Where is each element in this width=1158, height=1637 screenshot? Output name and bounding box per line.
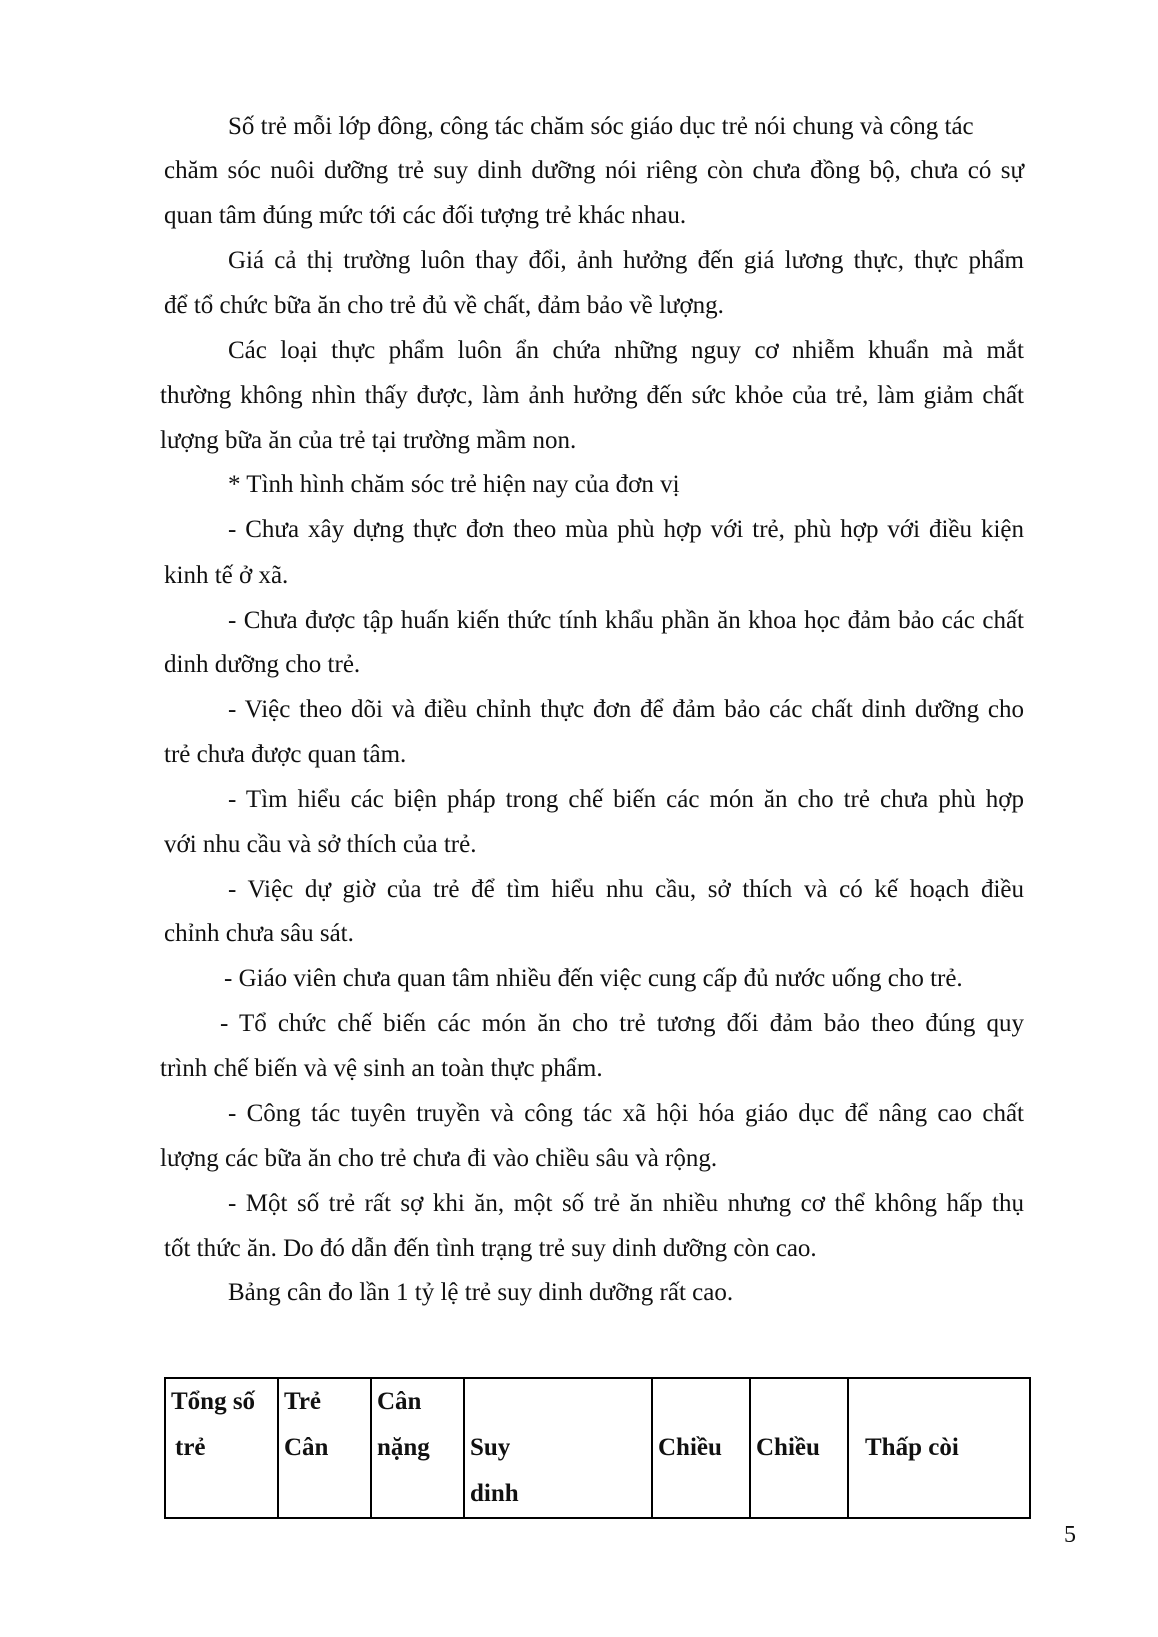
paragraph-line: Số trẻ mỗi lớp đông, công tác chăm sóc giáo dục trẻ nói chung và công tác bbox=[228, 113, 974, 140]
list-item-continuation: trẻ chưa được quan tâm. bbox=[164, 741, 407, 768]
list-item: - Việc theo dõi và điều chỉnh thực đơn để đảm bảo các chất dinh dưỡng cho bbox=[228, 696, 1024, 723]
table-caption: Bảng cân đo lần 1 tỷ lệ trẻ suy dinh dưỡng rất cao. bbox=[228, 1279, 734, 1306]
paragraph-line: quan tâm đúng mức tới các đối tượng trẻ khác nhau. bbox=[164, 202, 687, 229]
paragraph-line: Giá cả thị trường luôn thay đổi, ảnh hưởng đến giá lương thực, thực phẩm bbox=[228, 247, 1024, 274]
header-cell-weight: Cân nặng bbox=[371, 1378, 464, 1518]
header-cell-stunting: Thấp còi bbox=[848, 1378, 1030, 1518]
list-item: - Giáo viên chưa quan tâm nhiều đến việc cung cấp đủ nước uống cho trẻ. bbox=[224, 965, 963, 992]
header-cell-malnutrition: Suy dinh bbox=[464, 1378, 652, 1518]
list-item-continuation: lượng các bữa ăn cho trẻ chưa đi vào chiều sâu và rộng. bbox=[160, 1145, 718, 1172]
section-heading: * Tình hình chăm sóc trẻ hiện nay của đơn vị bbox=[228, 471, 680, 498]
table-header-row bbox=[165, 1378, 1030, 1518]
measurement-table bbox=[164, 1377, 1031, 1519]
list-item-continuation: chỉnh chưa sâu sát. bbox=[164, 920, 354, 947]
paragraph-line: để tổ chức bữa ăn cho trẻ đủ về chất, đảm bảo về lượng. bbox=[164, 292, 724, 319]
list-item-continuation: tốt thức ăn. Do đó dẫn đến tình trạng trẻ suy dinh dưỡng còn cao. bbox=[164, 1235, 817, 1262]
list-item: - Chưa xây dựng thực đơn theo mùa phù hợp với trẻ, phù hợp với điều kiện bbox=[228, 516, 1024, 543]
list-item: - Tổ chức chế biến các món ăn cho trẻ tương đối đảm bảo theo đúng quy bbox=[220, 1010, 1024, 1037]
paragraph-line: lượng bữa ăn của trẻ tại trường mầm non. bbox=[160, 427, 577, 454]
header-cell-total-children: Tổng số trẻ bbox=[165, 1378, 278, 1518]
list-item-continuation: kinh tế ở xã. bbox=[164, 562, 289, 589]
list-item-continuation: trình chế biến và vệ sinh an toàn thực phẩm. bbox=[160, 1055, 603, 1082]
list-item-continuation: với nhu cầu và sở thích của trẻ. bbox=[164, 831, 477, 858]
paragraph-line: chăm sóc nuôi dưỡng trẻ suy dinh dưỡng nói riêng còn chưa đồng bộ, chưa có sự bbox=[164, 157, 1024, 184]
list-item-continuation: dinh dưỡng cho trẻ. bbox=[164, 651, 361, 678]
list-item: - Công tác tuyên truyền và công tác xã hội hóa giáo dục để nâng cao chất bbox=[228, 1100, 1024, 1127]
list-item: - Tìm hiểu các biện pháp trong chế biến các món ăn cho trẻ chưa phù hợp bbox=[228, 786, 1024, 813]
list-item: - Một số trẻ rất sợ khi ăn, một số trẻ ăn nhiều nhưng cơ thể không hấp thụ bbox=[228, 1190, 1024, 1217]
list-item: - Chưa được tập huấn kiến thức tính khẩu phần ăn khoa học đảm bảo các chất bbox=[228, 607, 1024, 634]
header-cell-height-1: Chiều bbox=[652, 1378, 750, 1518]
list-item: - Việc dự giờ của trẻ để tìm hiểu nhu cầu, sở thích và có kế hoạch điều bbox=[228, 876, 1024, 903]
header-cell-weighed-children: Trẻ Cân bbox=[278, 1378, 371, 1518]
page-number: 5 bbox=[1064, 1522, 1076, 1548]
paragraph-line: Các loại thực phẩm luôn ẩn chứa những nguy cơ nhiễm khuẩn mà mắt bbox=[228, 337, 1024, 364]
paragraph-line: thường không nhìn thấy được, làm ảnh hưởng đến sức khỏe của trẻ, làm giảm chất bbox=[160, 382, 1024, 409]
header-cell-height-2: Chiều bbox=[750, 1378, 848, 1518]
